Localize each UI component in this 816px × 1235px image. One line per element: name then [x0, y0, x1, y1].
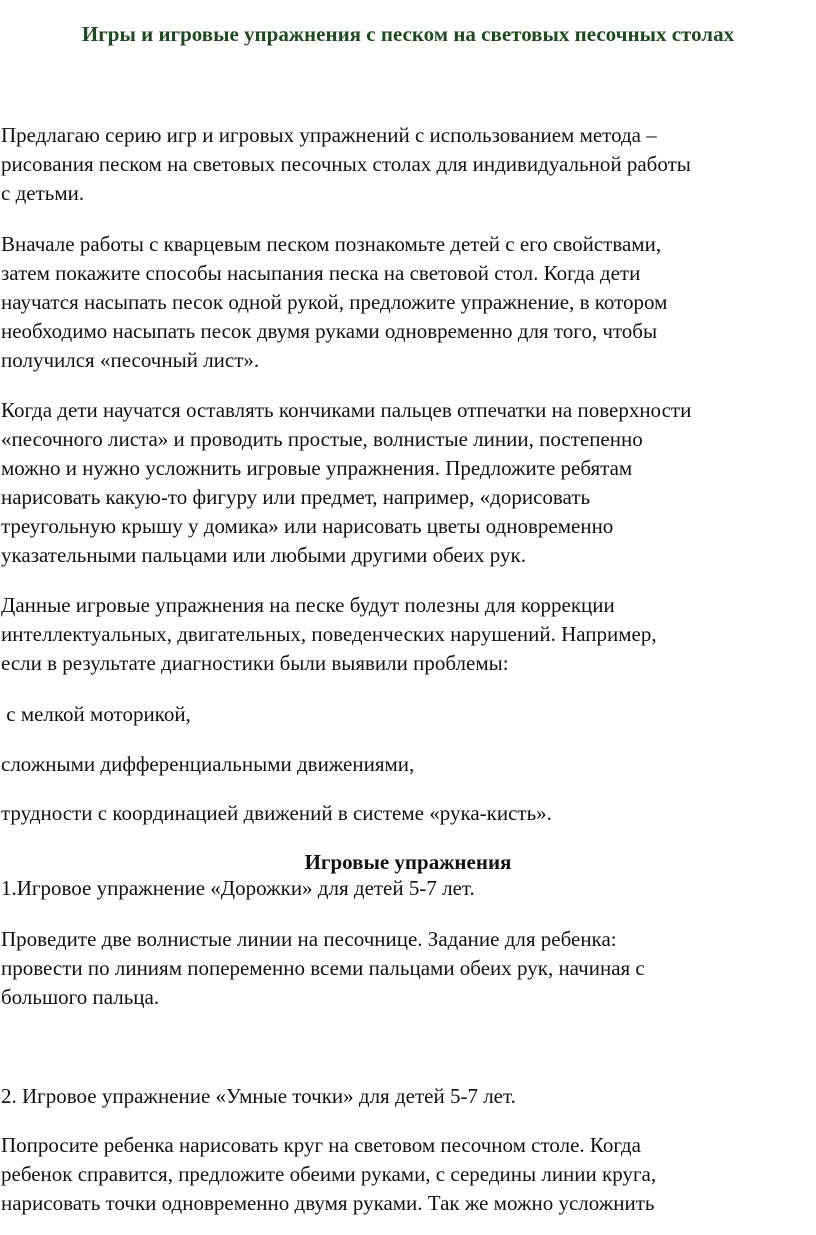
paragraph-fingers	[1, 396, 813, 570]
text-line: Попросите ребенка нарисовать круг на световом песочном столе. Когда	[1, 1133, 641, 1157]
paragraph-intro	[1, 121, 813, 208]
exercise-1-text	[1, 925, 813, 1012]
problem-item-2: сложными дифференциальными движениями,	[1, 752, 415, 776]
exercise-2-title: 2. Игровое упражнение «Умные точки» для детей 5-7 лет.	[1, 1084, 516, 1108]
text-line: можно и нужно усложнить игровые упражнения. Предложите ребятам	[1, 456, 633, 480]
problem-item-3: трудности с координацией движений в системе «рука-кисть».	[1, 801, 552, 825]
text-line: Данные игровые упражнения на песке будут полезны для коррекции	[1, 593, 615, 617]
document-title: Игры и игровые упражнения с песком на световых песочных столах	[81, 22, 735, 46]
text-line: провести по линиям попеременно всеми пальцами обеих рук, начиная с	[1, 956, 645, 980]
text-line: рисования песком на световых песочных столах для индивидуальной работы	[1, 152, 691, 176]
text-line: необходимо насыпать песок двумя руками одновременно для того, чтобы	[1, 319, 658, 343]
text-line: нарисовать какую-то фигуру или предмет, например, «дорисовать	[1, 485, 591, 509]
paragraph-useful	[1, 591, 813, 678]
text-line: научатся насыпать песок одной рукой, предложите упражнение, в котором	[1, 290, 668, 314]
problem-item-1: с мелкой моторикой,	[1, 702, 191, 726]
text-line: нарисовать точки одновременно двумя руками. Так же можно усложнить	[1, 1191, 655, 1215]
text-line: указательными пальцами или любыми другими обеих рук.	[1, 543, 526, 567]
text-line: получился «песочный лист».	[1, 348, 260, 372]
text-line: затем покажите способы насыпания песка на световой стол. Когда дети	[1, 261, 641, 285]
text-line: треугольную крышу у домика» или нарисовать цветы одновременно	[1, 514, 614, 538]
text-line: Вначале работы с кварцевым песком познакомьте детей с его свойствами,	[1, 232, 662, 256]
section-heading: Игровые упражнения	[304, 850, 512, 874]
exercise-1-title: 1.Игровое упражнение «Дорожки» для детей 5-7 лет.	[1, 876, 475, 900]
text-line: ребенок справится, предложите обеими руками, с середины линии круга,	[1, 1162, 657, 1186]
exercise-2-text	[1, 1131, 813, 1218]
paragraph-start	[1, 230, 813, 375]
text-line: если в результате диагностики были выявили проблемы:	[1, 651, 509, 675]
text-line: большого пальца.	[1, 985, 160, 1009]
text-line: интеллектуальных, двигательных, поведенческих нарушений. Например,	[1, 622, 657, 646]
text-line: Проведите две волнистые линии на песочнице. Задание для ребенка:	[1, 927, 617, 951]
text-line: Предлагаю серию игр и игровых упражнений с использованием метода –	[1, 123, 657, 147]
text-line: с детьми.	[1, 181, 85, 205]
text-line: Когда дети научатся оставлять кончиками пальцев отпечатки на поверхности	[1, 398, 692, 422]
text-line: «песочного листа» и проводить простые, волнистые линии, постепенно	[1, 427, 643, 451]
